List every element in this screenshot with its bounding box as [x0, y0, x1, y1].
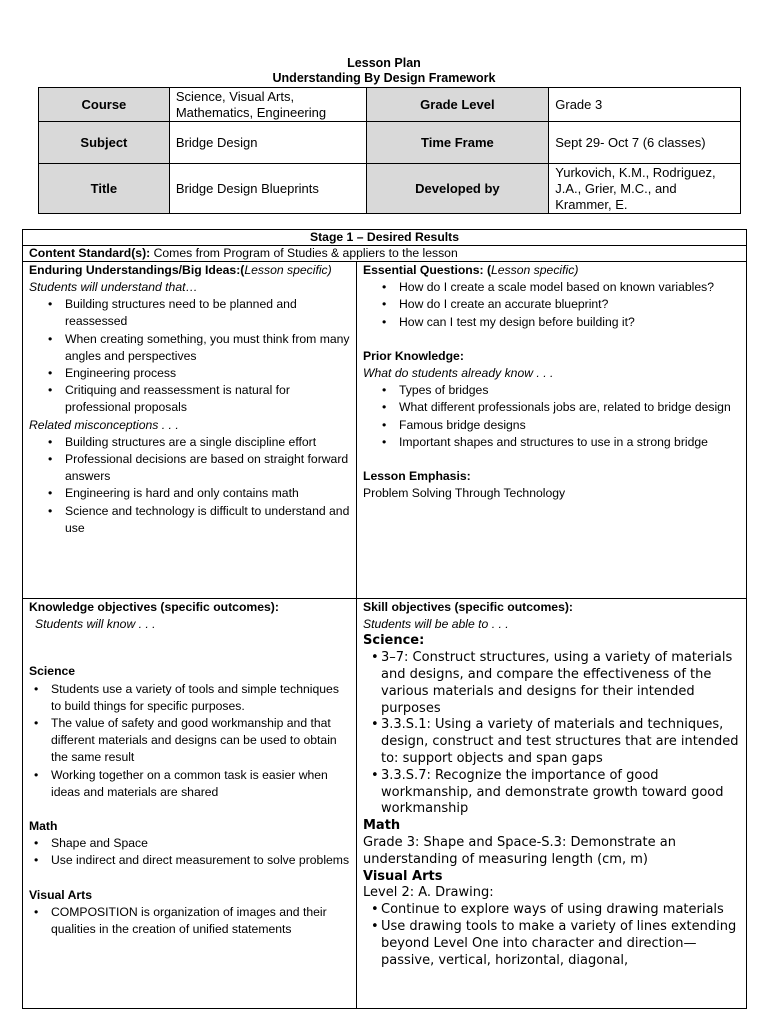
list-item: • Continue to explore ways of using drawing materials — [381, 902, 740, 919]
essential-cell — [357, 262, 747, 599]
info-table — [38, 87, 741, 214]
list-item: • When creating something, you must think from many angles and perspectives — [65, 331, 350, 365]
essential-list — [363, 279, 740, 331]
stage-header: Stage 1 – Desired Results — [23, 230, 747, 246]
list-item: • How can I test my design before building it? — [399, 314, 740, 331]
prior-knowledge-label: Prior Knowledge: — [363, 348, 464, 363]
knowledge-science-list — [29, 681, 350, 801]
list-item: • COMPOSITION is organization of images and their qualities in the creation of unified statements — [51, 904, 350, 938]
list-item: • What different professionals jobs are, related to bridge design — [399, 399, 740, 416]
title-value: Bridge Design Blueprints — [169, 164, 366, 214]
skill-math-text: Grade 3: Shape and Space-S.3: Demonstrate an understanding of measuring length (cm, m) — [363, 834, 676, 867]
essential-label-italic: Lesson specific) — [491, 263, 579, 277]
developer-label: Developed by — [366, 164, 549, 214]
developer-value: Yurkovich, K.M., Rodriguez, J.A., Grier, M.C., and Krammer, E. — [549, 164, 741, 214]
skill-science-list — [363, 650, 740, 818]
time-value: Sept 29- Oct 7 (6 classes) — [549, 122, 741, 164]
enduring-cell — [23, 262, 357, 599]
skill-arts-intro: Level 2: A. Drawing: — [363, 885, 494, 901]
knowledge-cell — [23, 599, 357, 1009]
list-item: • How do I create an accurate blueprint? — [399, 296, 740, 313]
content-standard-text: Comes from Program of Studies & appliers to the lesson — [150, 246, 458, 260]
course-label: Course — [39, 88, 170, 122]
list-item: • Use indirect and direct measurement to solve problems — [51, 852, 350, 869]
list-item: • The value of safety and good workmanship and that different materials and designs can be used to obtain the same result — [51, 715, 350, 767]
content-standard — [23, 246, 747, 262]
list-item: • 3–7: Construct structures, using a variety of materials and designs, and compare the effectiveness of the various materials and designs for their intended purposes — [381, 650, 740, 717]
list-item: • How do I create a scale model based on known variables? — [399, 279, 740, 296]
grade-label: Grade Level — [366, 88, 549, 122]
subject-label: Subject — [39, 122, 170, 164]
enduring-label: Enduring Understandings/Big Ideas:( — [29, 263, 245, 277]
skill-arts-label: Visual Arts — [363, 868, 443, 884]
doc-title: Lesson Plan — [347, 56, 421, 70]
list-item: • Engineering process — [65, 365, 350, 382]
list-item: • Building structures need to be planned and reassessed — [65, 296, 350, 330]
doc-subtitle: Understanding By Design Framework — [272, 71, 496, 85]
skill-science-label: Science: — [363, 633, 425, 649]
knowledge-label: Knowledge objectives (specific outcomes): — [29, 600, 279, 614]
skill-label: Skill objectives (specific outcomes): — [363, 600, 573, 614]
list-item: • 3.3.S.7: Recognize the importance of good workmanship, and demonstrate growth toward good workmanship — [381, 768, 740, 818]
misconceptions-label: Related misconceptions . . . — [29, 417, 179, 432]
skill-intro: Students will be able to . . . — [363, 617, 509, 632]
skill-math-label: Math — [363, 818, 401, 834]
knowledge-arts-list — [29, 904, 350, 938]
list-item: • Critiquing and reassessment is natural for professional proposals — [65, 382, 350, 416]
list-item: • Use drawing tools to make a variety of lines extending beyond Level One into character and direction—passive, vertical, horizontal, diagonal, — [381, 919, 740, 969]
list-item: • Shape and Space — [51, 835, 350, 852]
enduring-label-italic: Lesson specific) — [244, 263, 332, 277]
grade-value: Grade 3 — [549, 88, 741, 122]
list-item: • Working together on a common task is easier when ideas and materials are shared — [51, 767, 350, 801]
knowledge-math-list — [29, 835, 350, 869]
essential-label: Essential Questions: ( — [363, 263, 491, 277]
knowledge-intro: Students will know . . . — [35, 617, 156, 632]
knowledge-math-label: Math — [29, 819, 58, 834]
list-item: • 3.3.S.1: Using a variety of materials and techniques, design, construct and test structures that are intended to: support objects and span gaps — [381, 717, 740, 767]
list-item: • Building structures are a single discipline effort — [65, 434, 350, 451]
misconceptions-list — [29, 434, 350, 537]
knowledge-arts-label: Visual Arts — [29, 887, 92, 902]
time-label: Time Frame — [366, 122, 549, 164]
subject-value: Bridge Design — [169, 122, 366, 164]
list-item: • Famous bridge designs — [399, 417, 740, 434]
prior-knowledge-intro: What do students already know . . . — [363, 366, 554, 381]
list-item: • Types of bridges — [399, 382, 740, 399]
lesson-emphasis-text: Problem Solving Through Technology — [363, 486, 566, 501]
list-item: • Students use a variety of tools and simple techniques to build things for specific purposes. — [51, 681, 350, 715]
skill-arts-list — [363, 902, 740, 969]
list-item: • Engineering is hard and only contains math — [65, 485, 350, 502]
course-value: Science, Visual Arts, Mathematics, Engineering — [169, 88, 366, 122]
list-item: • Professional decisions are based on straight forward answers — [65, 451, 350, 485]
skill-cell — [357, 599, 747, 1009]
enduring-intro: Students will understand that… — [29, 280, 198, 294]
list-item: • Science and technology is difficult to understand and use — [65, 503, 350, 537]
title-label: Title — [39, 164, 170, 214]
stage1-table — [22, 229, 747, 1009]
lesson-emphasis-label: Lesson Emphasis: — [363, 469, 471, 484]
enduring-list — [29, 296, 350, 416]
content-standard-label: Content Standard(s): — [29, 246, 151, 260]
list-item: • Important shapes and structures to use in a strong bridge — [399, 434, 740, 451]
prior-knowledge-list — [363, 382, 740, 451]
knowledge-science-label: Science — [29, 664, 76, 679]
